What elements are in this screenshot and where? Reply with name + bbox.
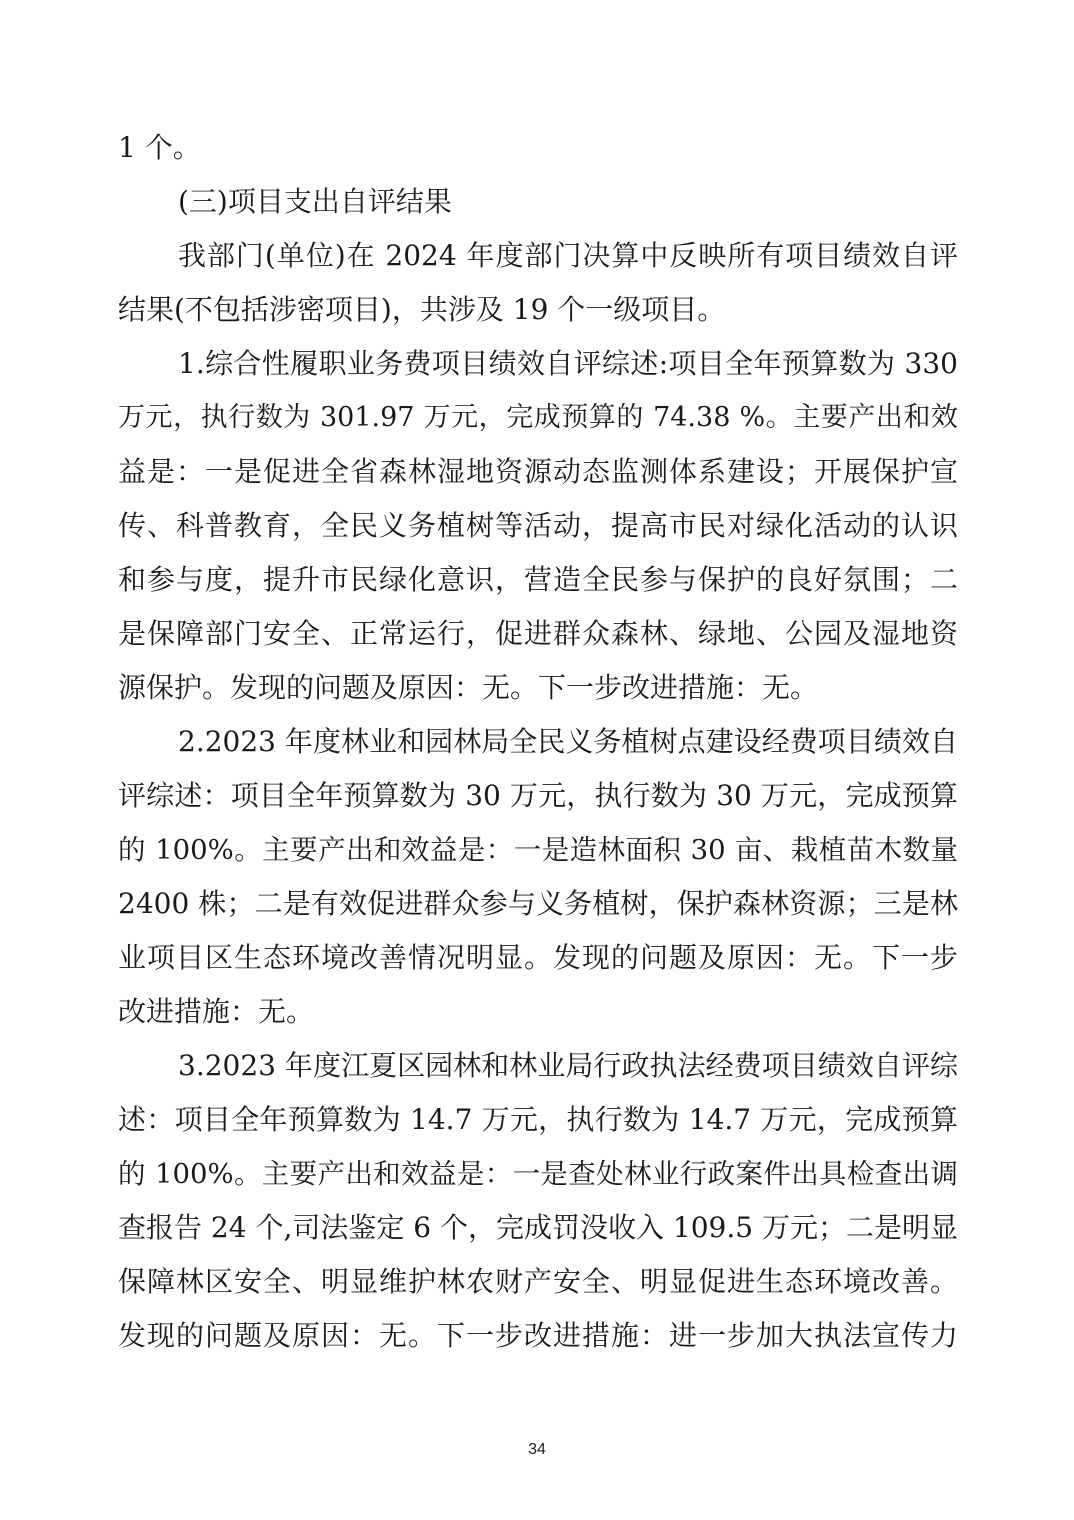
text-line-12: 2.2023 年度林业和园林局全民义务植树点建设经费项目绩效自 (178, 725, 958, 758)
text-line-11: 源保护。发现的问题及原因：无。下一步改进措施：无。 (118, 671, 819, 704)
text-line-5: 1.综合性履职业务费项目绩效自评综述:项目全年预算数为 330 (178, 347, 958, 380)
text-line-17: 改进措施：无。 (118, 995, 315, 1028)
text-line-8: 传、科普教育，全民义务植树等活动，提高市民对绿化活动的认识 (118, 509, 958, 542)
text-line-1: 1 个。 (118, 131, 201, 164)
text-line-21: 查报告 24 个,司法鉴定 6 个，完成罚没收入 109.5 万元；二是明显 (118, 1211, 958, 1244)
text-line-22: 保障林区安全、明显维护林农财产安全、明显促进生态环境改善。 (118, 1265, 958, 1298)
text-line-9: 和参与度，提升市民绿化意识，营造全民参与保护的良好氛围；二 (118, 563, 958, 596)
text-line-23: 发现的问题及原因：无。下一步改进措施：进一步加大执法宣传力 (118, 1319, 958, 1352)
text-line-14: 的 100%。主要产出和效益是：一是造林面积 30 亩、栽植苗木数量 (118, 834, 958, 866)
text-line-19: 述：项目全年预算数为 14.7 万元，执行数为 14.7 万元，完成预算 (118, 1103, 958, 1136)
page-number: 34 (528, 1441, 546, 1458)
text-line-10: 是保障部门安全、正常运行，促进群众森林、绿地、公园及湿地资 (118, 617, 958, 650)
text-line-4: 结果(不包括涉密项目)，共涉及 19 个一级项目。 (118, 293, 726, 326)
text-line-13: 评综述：项目全年预算数为 30 万元，执行数为 30 万元，完成预算 (118, 779, 958, 812)
text-line-16: 业项目区生态环境改善情况明显。发现的问题及原因：无。下一步 (118, 941, 958, 974)
text-line-20: 的 100%。主要产出和效益是：一是查处林业行政案件出具检查出调 (118, 1158, 958, 1190)
text-line-7: 益是：一是促进全省森林湿地资源动态监测体系建设；开展保护宣 (118, 455, 958, 488)
section-heading: (三)项目支出自评结果 (178, 185, 452, 218)
text-line-6: 万元，执行数为 301.97 万元，完成预算的 74.38 %。主要产出和效 (118, 402, 958, 433)
text-line-18: 3.2023 年度江夏区园林和林业局行政执法经费项目绩效自评综 (178, 1049, 958, 1082)
text-line-3: 我部门(单位)在 2024 年度部门决算中反映所有项目绩效自评 (178, 239, 958, 272)
text-line-15: 2400 株；二是有效促进群众参与义务植树，保护森林资源；三是林 (118, 887, 958, 920)
